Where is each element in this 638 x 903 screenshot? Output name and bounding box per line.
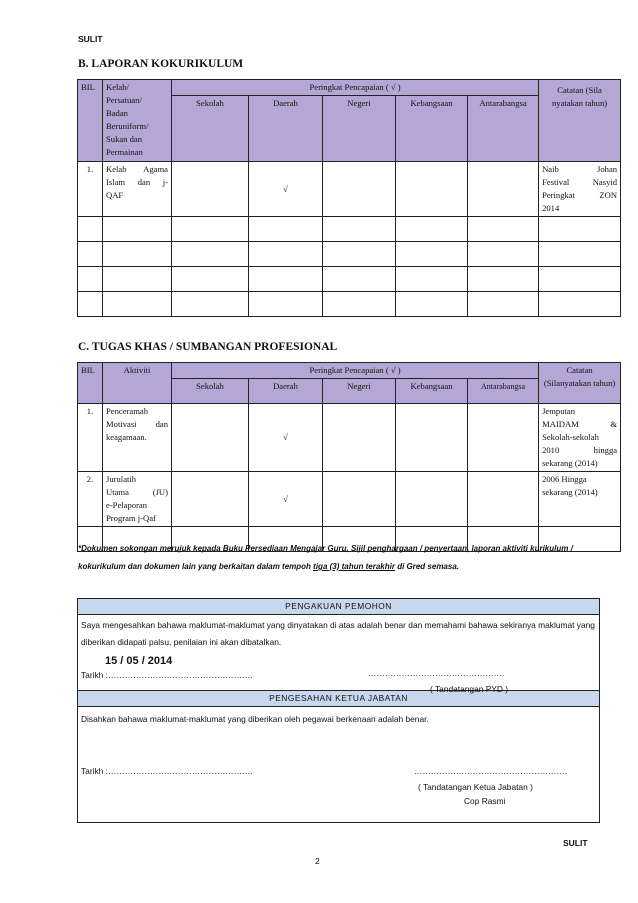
col-catatan-header: Catatan (Sila nyatakan tahun)	[539, 80, 621, 162]
table-row	[78, 162, 621, 217]
col-bil-header: BIL	[78, 80, 103, 162]
signature-line: ……………………………………………….	[414, 766, 568, 776]
kokurikulum-table	[77, 79, 621, 317]
row-catatan: Jemputan MAIDAM & Sekolah-sekolah 2010 hingga sekarang (2014)	[539, 404, 621, 472]
table-row	[78, 472, 621, 527]
row-catatan: Naib Johan Festival Nasyid Peringkat ZON 2014	[539, 162, 621, 217]
col-peringkat-header: Peringkat Pencapaian ( √ )	[172, 80, 539, 96]
section-c-title: C. TUGAS KHAS / SUMBANGAN PROFESIONAL	[78, 341, 338, 353]
pengakuan-body	[78, 615, 600, 694]
declaration-box	[77, 598, 600, 823]
level-negeri: Negeri	[323, 96, 396, 162]
level-daerah: Daerah	[249, 96, 323, 162]
level-negeri: Negeri	[323, 379, 396, 404]
col-aktiviti-header: Aktiviti	[103, 363, 172, 404]
signature-label-ketua: ( Tandatangan Ketua Jabatan )	[418, 782, 533, 792]
level-sekolah: Sekolah	[172, 379, 249, 404]
level-kebangsaan: Kebangsaan	[396, 96, 468, 162]
pengakuan-text: Saya mengesahkan bahawa maklumat-maklumat yang dinyatakan di atas adalah benar dan memahami bahawa sekiranya maklumat yang diberikan didapati palsu, penilaian ini akan dibatalkan.	[81, 620, 595, 647]
footer-classification: SULIT	[563, 838, 588, 848]
col-kelab-header: Kelab/ Persatuan/ Badan Beruniform/ Sukan dan Permainan	[103, 80, 172, 162]
row-bil: 1.	[78, 162, 103, 217]
date-value: 15 / 05 / 2014	[105, 655, 173, 667]
tarikh-label: Tarikh :…………………………………………….	[81, 670, 253, 680]
pengesahan-title: PENGESAHAN KETUA JABATAN	[78, 691, 600, 707]
level-sekolah: Sekolah	[172, 96, 249, 162]
col-catatan-header: Catatan (Silanyatakan tahun)	[539, 363, 621, 404]
check-mark: √	[249, 162, 323, 217]
level-antarabangsa: Antarabangsa	[468, 96, 539, 162]
col-peringkat-header: Peringkat Pencapaian ( √ )	[172, 363, 539, 379]
signature-label-pyd: ( Tandatangan PYD )	[430, 684, 509, 694]
check-mark: √	[249, 472, 323, 527]
row-catatan: 2006 Hingga sekarang (2014)	[539, 472, 621, 527]
pengesahan-text: Disahkan bahawa maklumat-maklumat yang diberikan oleh pegawai berkenaan adalah benar.	[81, 714, 429, 724]
level-daerah: Daerah	[249, 379, 323, 404]
header-classification: SULIT	[78, 34, 103, 44]
section-b-title: B. LAPORAN KOKURIKULUM	[78, 58, 244, 70]
row-aktiviti: Jurulatih Utama (JU) e-Pelaporan Program j-Qaf	[103, 472, 172, 527]
tugas-khas-table	[77, 362, 621, 552]
pengakuan-title: PENGAKUAN PEMOHON	[78, 599, 600, 615]
row-aktiviti: Penceramah Motivasi dan keagamaan.	[103, 404, 172, 472]
table-row	[78, 267, 621, 292]
tarikh-label: Tarikh :…………………………………………….	[81, 766, 253, 776]
col-bil-header: BIL	[78, 363, 103, 404]
page-number: 2	[315, 856, 320, 866]
table-row	[78, 292, 621, 317]
row-kelab: Kelab Agama Islam dan j- QAF	[103, 162, 172, 217]
signature-line: ………………………………………….	[368, 668, 505, 678]
table-row	[78, 242, 621, 267]
row-bil: 1.	[78, 404, 103, 472]
table-row	[78, 404, 621, 472]
cop-rasmi: Cop Rasmi	[464, 796, 506, 806]
level-antarabangsa: Antarabangsa	[468, 379, 539, 404]
row-bil: 2.	[78, 472, 103, 527]
check-mark: √	[249, 404, 323, 472]
pengesahan-body	[78, 707, 600, 823]
supporting-documents-note: *Dokumen sokongan merujuk kepada Buku Persediaan Mengajar Guru, Sijil penghargaan / penyertaan, laporan aktiviti kurikulum / kokurikulum dan dokumen lain yang berkaitan dalam tempoh tiga (3) tahun terakhir di Gred semasa.	[78, 544, 573, 571]
level-kebangsaan: Kebangsaan	[396, 379, 468, 404]
table-row	[78, 217, 621, 242]
